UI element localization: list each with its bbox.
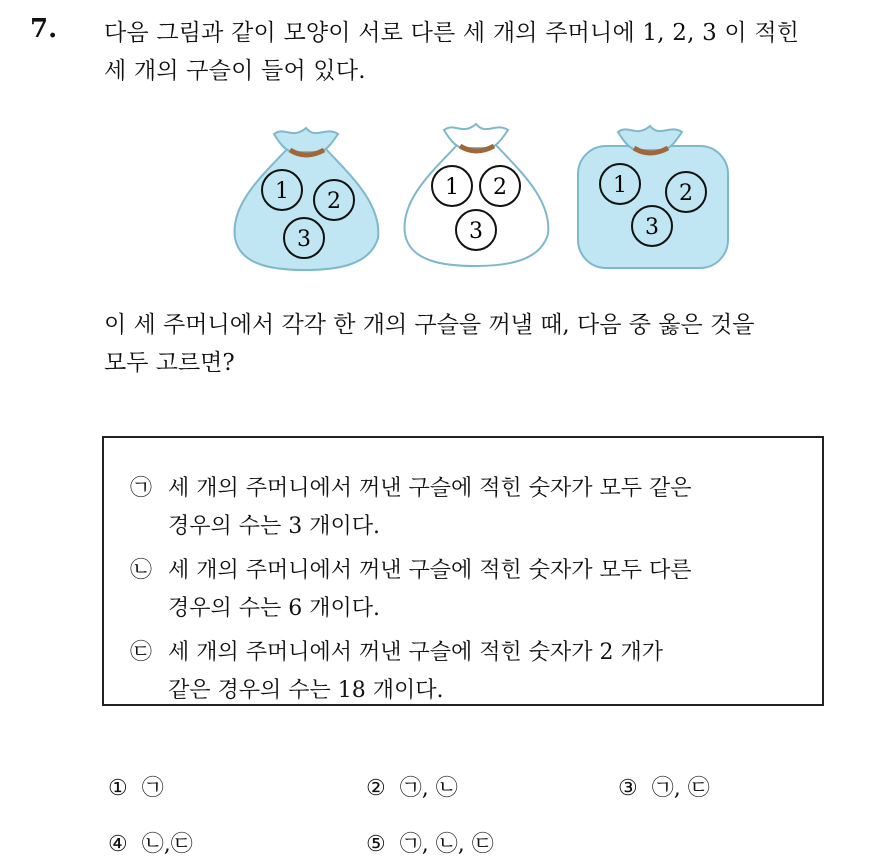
ask-line-1: 이 세 주머니에서 각각 한 개의 구슬을 꺼낼 때, 다음 중 옳은 것을 — [104, 312, 755, 338]
bag-3-ball-3-label: 3 — [645, 215, 659, 240]
choice-5[interactable] — [366, 830, 494, 860]
bag-3-ball-1-label: 1 — [613, 173, 627, 198]
bag-1 — [235, 128, 379, 270]
ask-line-2: 모두 고르면? — [104, 350, 235, 376]
choice-5-text: ㉠, ㉡, ㉢ — [399, 832, 494, 857]
bag-2-top — [444, 124, 508, 148]
question-ask — [104, 306, 874, 382]
bag-2 — [405, 124, 549, 266]
bag-2-ball-1-label: 1 — [445, 175, 459, 200]
bag-1-ball-1-label: 1 — [275, 179, 289, 204]
statement-b-marker: ㉡ — [130, 558, 153, 583]
statement-b-line-1: 세 개의 주머니에서 꺼낸 구슬에 적힌 숫자가 모두 다른 — [168, 558, 692, 583]
bag-1-ball-2-label: 2 — [327, 189, 341, 214]
choice-4-text: ㉡,㉢ — [141, 832, 193, 857]
statement-c — [130, 634, 820, 710]
choice-1-number: ① — [108, 776, 128, 801]
choice-3-number: ③ — [618, 776, 638, 801]
choice-4-number: ④ — [108, 832, 128, 857]
bag-2-ball-3-label: 3 — [469, 219, 483, 244]
statement-c-line-2: 같은 경우의 수는 18 개이다. — [168, 678, 444, 703]
bag-1-ball-3-label: 3 — [297, 227, 311, 252]
choice-4[interactable] — [108, 830, 193, 860]
choice-3-text: ㉠, ㉢ — [651, 776, 710, 801]
question-number: 7. — [30, 14, 58, 44]
bags-figure — [230, 118, 730, 278]
statement-a — [130, 470, 820, 546]
stem-line-2: 세 개의 구슬이 들어 있다. — [104, 58, 366, 84]
statement-b-line-2: 경우의 수는 6 개이다. — [168, 596, 380, 621]
bag-2-body — [405, 144, 549, 266]
choice-2-number: ② — [366, 776, 386, 801]
choice-2-text: ㉠, ㉡ — [399, 776, 458, 801]
bag-2-ball-2-label: 2 — [493, 175, 507, 200]
statement-a-line-2: 경우의 수는 3 개이다. — [168, 514, 380, 539]
stem-line-1: 다음 그림과 같이 모양이 서로 다른 세 개의 주머니에 1, 2, 3 이 적힌 — [104, 20, 800, 46]
statement-b — [130, 552, 820, 628]
statement-a-line-1: 세 개의 주머니에서 꺼낸 구슬에 적힌 숫자가 모두 같은 — [168, 476, 692, 501]
statement-c-marker: ㉢ — [130, 640, 153, 665]
question-stem — [104, 14, 874, 90]
choice-5-number: ⑤ — [366, 832, 386, 857]
choice-2[interactable] — [366, 774, 458, 804]
choice-3[interactable] — [618, 774, 710, 804]
statement-a-marker: ㉠ — [130, 476, 153, 501]
bag-1-top — [274, 128, 338, 152]
choice-1[interactable] — [108, 774, 164, 804]
statement-c-line-1: 세 개의 주머니에서 꺼낸 구슬에 적힌 숫자가 2 개가 — [168, 640, 663, 665]
bag-3-ball-2-label: 2 — [679, 181, 693, 206]
choice-1-text: ㉠ — [141, 776, 164, 801]
bag-3 — [578, 126, 728, 268]
